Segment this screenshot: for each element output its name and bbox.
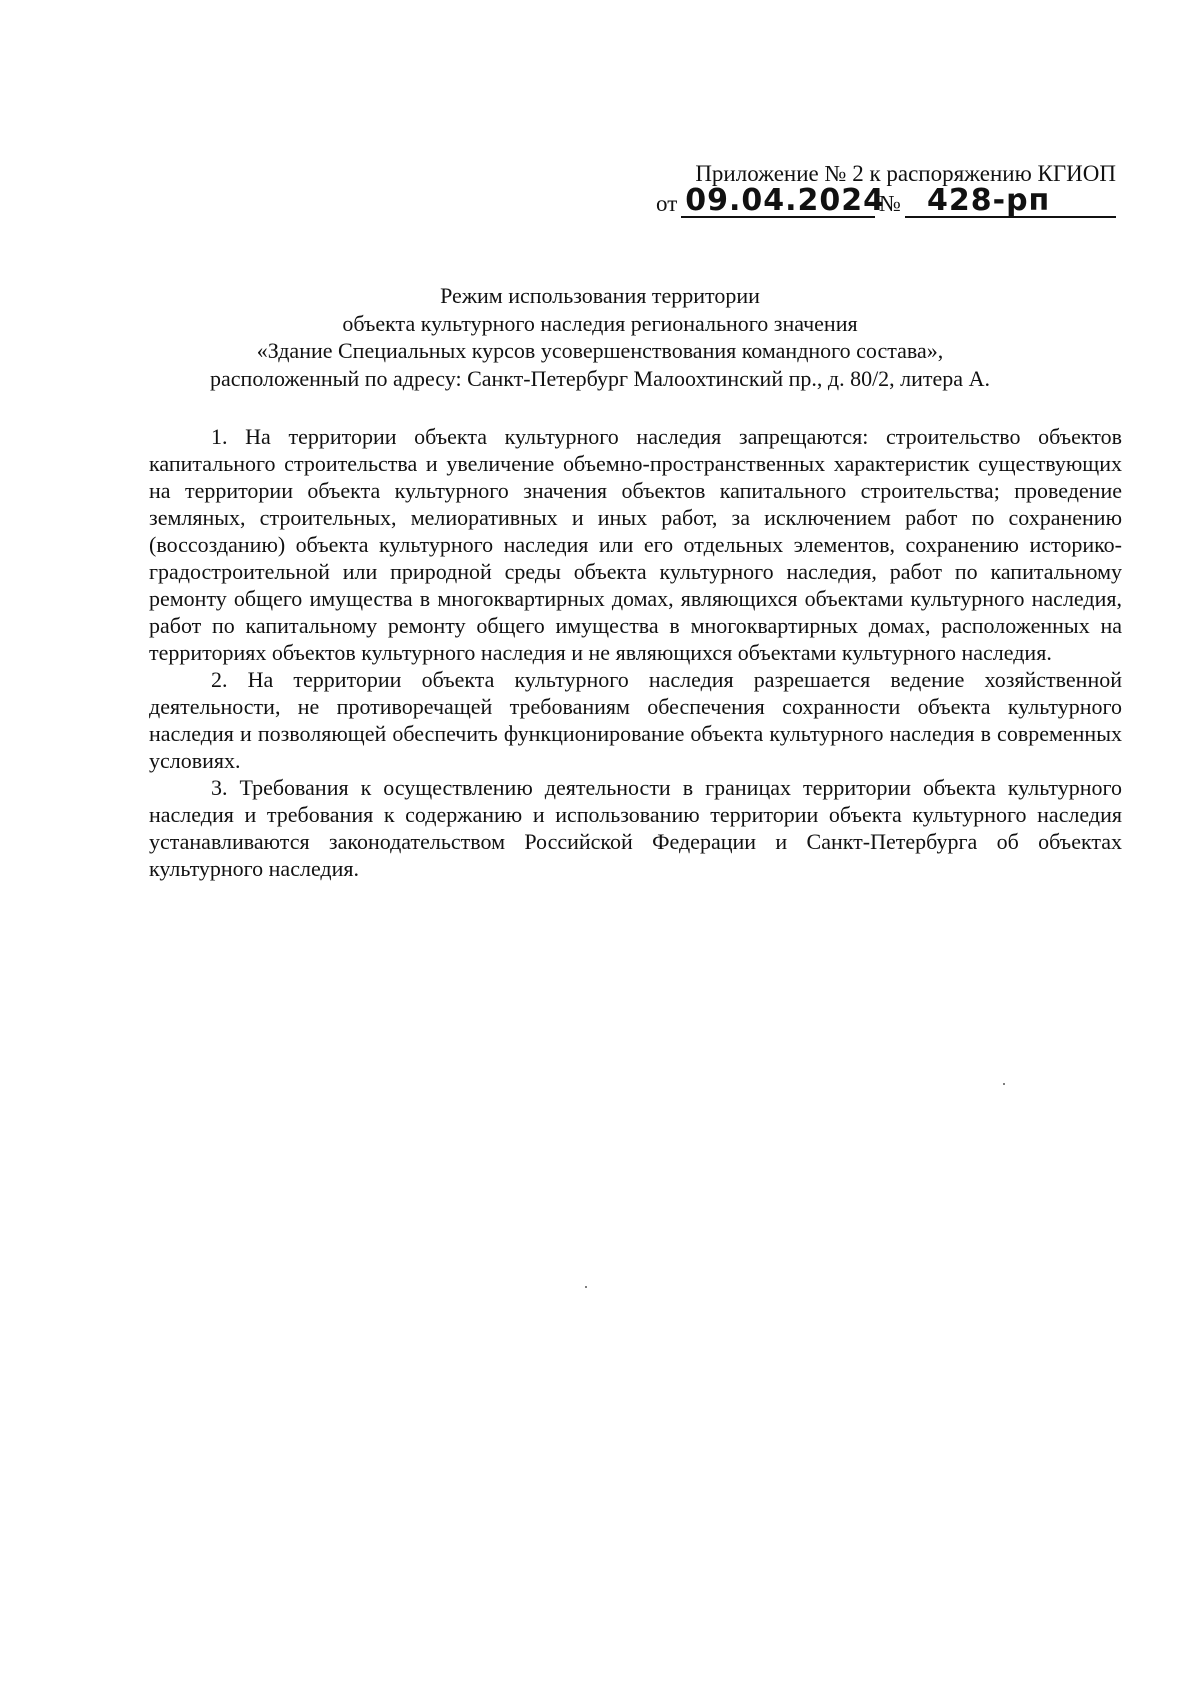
- scan-speck: [1003, 1083, 1005, 1085]
- date-prefix: от: [656, 191, 678, 216]
- paragraph-3: 3. Требования к осуществлению деятельности в границах территории объекта культурного наследия и требования к содержанию и использованию территории объекта культурного наследия устанавливаются законодательством Российской Федерации и Санкт-Петербурга об объектах культурного наследия.: [149, 775, 1122, 881]
- scan-speck: [585, 1286, 587, 1288]
- attachment-header: [656, 160, 1116, 218]
- order-date: 09.04.2024: [681, 186, 875, 218]
- attachment-title: Приложение № 2 к распоряжению КГИОП: [695, 161, 1116, 186]
- title-line-1: Режим использования территории: [440, 283, 760, 308]
- document-title: [140, 282, 1060, 392]
- title-line-4: расположенный по адресу: Санкт-Петербург Малоохтинский пр., д. 80/2, литера А.: [210, 365, 990, 391]
- paragraph-2: 2. На территории объекта культурного наследия разрешается ведение хозяйственной деятельности, не противоречащей требованиям обеспечения сохранности объекта культурного наследия и позволяющей обеспечить функционирование объекта культурного наследия в современных условиях.: [149, 667, 1122, 773]
- number-prefix: №: [879, 191, 901, 216]
- title-line-3: «Здание Специальных курсов усовершенствования командного состава»,: [256, 338, 944, 363]
- document-body: [149, 423, 1122, 882]
- order-number: 428-рп: [905, 186, 1116, 218]
- order-reference: [656, 183, 1116, 218]
- paragraph-1: 1. На территории объекта культурного наследия запрещаются: строительство объектов капитального строительства и увеличение объемно-пространственных характеристик существующих на территории объекта культурного значения объектов капитального строительства; проведение земляных, строительных, мелиоративных и иных работ, за исключением работ по сохранению (воссозданию) объекта культурного наследия или его отдельных элементов, сохранению историко-градостроительной или природной среды объекта культурного наследия, работ по капитальному ремонту общего имущества в многоквартирных домах, являющихся объектами культурного наследия, работ по капитальному ремонту общего имущества в многоквартирных домах, расположенных на территориях объектов культурного наследия и не являющихся объектами культурного наследия.: [149, 424, 1122, 665]
- title-line-2: объекта культурного наследия регионального значения: [342, 310, 858, 336]
